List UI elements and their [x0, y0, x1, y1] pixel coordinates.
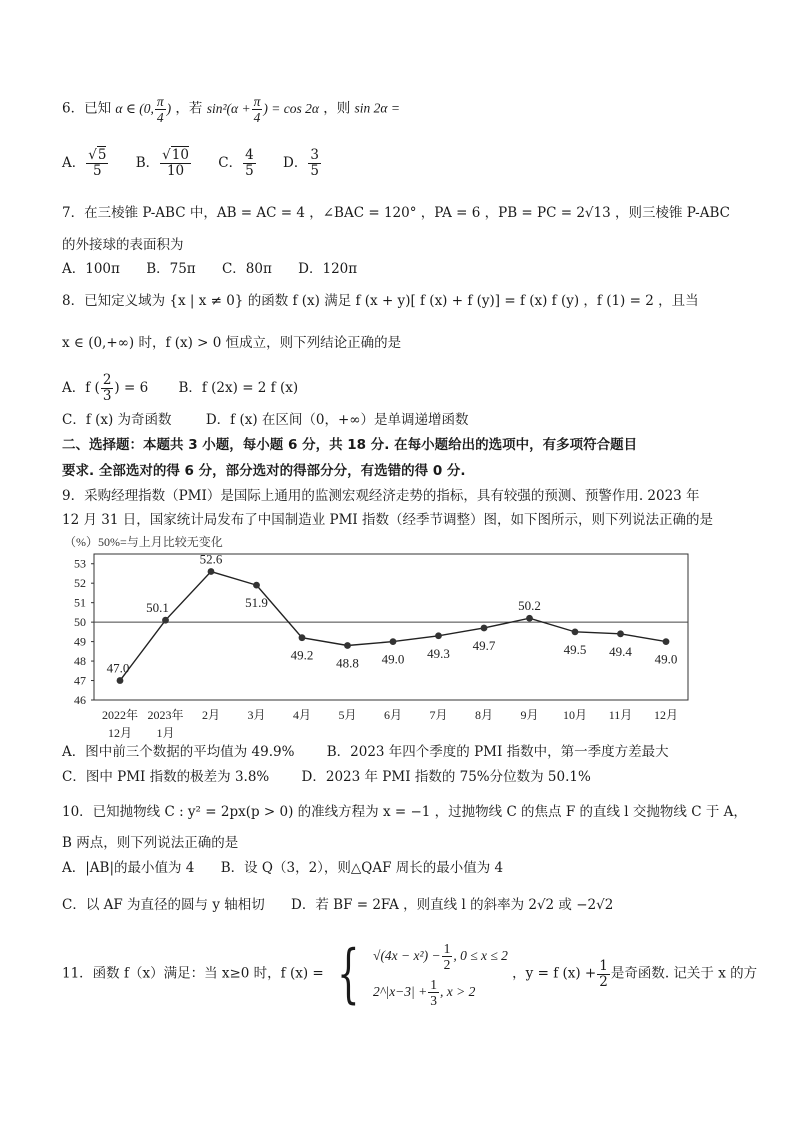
q11-case1: √(4x − x²) − $\frac{1}{2}$ , 0 ≤ x ≤ 2 — [373, 941, 508, 973]
q7-option-b: B．75π — [146, 261, 196, 277]
q8-option-b: B．f (2x) = 2 f (x) — [178, 380, 299, 396]
data-label: 49.5 — [563, 641, 587, 657]
q6-option-a: A． $\frac{√5}{5}$ — [62, 147, 107, 179]
q6-target: sin 2α = — [354, 100, 400, 116]
q10-options-cd — [62, 895, 613, 915]
q8-option-d: D．f (x) 在区间（0，+∞）是单调递增函数 — [205, 412, 469, 428]
q6-option-d: D． $\frac{3}{5}$ — [283, 147, 319, 179]
x-tick-label: 2022年 — [101, 708, 139, 722]
q8-option-a: A．f ( $\frac{2}{3}$ ) = 6 — [62, 372, 149, 404]
data-point — [390, 638, 397, 645]
y-tick-label: 46 — [74, 693, 86, 707]
y-tick-label: 48 — [74, 654, 86, 669]
data-label: 49.7 — [472, 637, 496, 653]
q10-option-b: B．设 Q（3，2），则△QAF 周长的最小值为 4 — [220, 860, 504, 876]
q6-stem: 6．已知 α ∈ (0, $\frac{\pi}{4}$ ) ，若 sin²(α + $\frac{\pi}{4}$ ) = cos 2α ，则 sin 2α = — [62, 94, 400, 125]
q11-piecewise — [373, 938, 508, 1010]
data-point — [299, 634, 306, 641]
x-tick-sublabel: 12月 — [107, 726, 133, 740]
q10-line1: 10．已知抛物线 C : y² = 2px(p > 0) 的准线方程为 x = −1 ，过抛物线 C 的焦点 F 的直线 l 交抛物线 C 于 A， — [62, 804, 747, 820]
brace-icon: { — [337, 937, 360, 1011]
q11-mid: ，y = f (x) + — [512, 965, 597, 982]
data-point — [481, 625, 488, 632]
data-point — [162, 617, 169, 624]
q9-line1: 9．采购经理指数（PMI）是国际上通用的监测宏观经济走势的指标，具有较强的预测、预警作用. 2023 年 — [62, 488, 700, 504]
q8-options-cd — [62, 410, 469, 430]
x-tick-label: 11月 — [608, 708, 633, 722]
q9-options-cd — [62, 767, 591, 787]
x-tick-label: 8月 — [474, 708, 494, 722]
chart-x-axis — [102, 707, 678, 740]
q8-line2: x ∈ (0,+∞) 时，f (x) > 0 恒成立，则下列结论正确的是 — [62, 335, 402, 351]
x-tick-label: 9月 — [520, 708, 539, 722]
q6-option-c: C． $\frac{4}{5}$ — [218, 147, 254, 179]
q7-line1: 7．在三棱锥 P-ABC 中，AB = AC = 4 ，∠BAC = 120° ，PA = 6 ，PB = PC = 2√13 ，则三棱锥 P-ABC — [62, 205, 730, 221]
data-label: 49.2 — [290, 647, 314, 663]
y-tick-label: 49 — [74, 634, 86, 649]
data-label: 49.4 — [609, 643, 632, 659]
q6-cond1: α ∈ (0, $\frac{\pi}{4}$ ) — [115, 94, 172, 125]
y-tick-label: 52 — [74, 576, 86, 591]
q8-option-c: C．f (x) 为奇函数 — [62, 412, 172, 428]
section2-heading-line2: 要求. 全部选对的得 6 分，部分选对的得部分分，有选错的得 0 分. — [62, 463, 466, 479]
q7-option-c: C．80π — [221, 261, 272, 277]
data-point — [663, 638, 670, 645]
chart-data-labels — [107, 552, 678, 676]
x-tick-label: 6月 — [383, 708, 403, 722]
x-tick-label: 3月 — [247, 708, 266, 722]
x-tick-label: 7月 — [429, 708, 448, 722]
x-tick-sublabel: 1月 — [156, 726, 175, 740]
data-point — [117, 677, 124, 684]
data-point — [526, 615, 533, 622]
data-label: 51.9 — [245, 595, 268, 611]
q8-line1: 8．已知定义域为 {x | x ≠ 0} 的函数 f (x) 满足 f (x + y)[ f (x) + f (y)] = f (x) f (y) ，f (1) = 2 ，且当 — [62, 293, 699, 309]
y-tick-label: 50 — [74, 615, 86, 630]
q6-options — [62, 148, 344, 179]
y-tick-label: 53 — [74, 556, 86, 571]
q8-options-ab — [62, 373, 298, 404]
x-tick-label: 10月 — [562, 708, 588, 722]
q10-line2: B 两点，则下列说法正确的是 — [62, 835, 239, 851]
data-point — [253, 582, 260, 589]
data-label: 52.6 — [199, 551, 223, 567]
q7-option-a: A．100π — [62, 261, 120, 277]
x-tick-label: 2月 — [201, 708, 221, 722]
data-label: 50.2 — [518, 598, 541, 614]
data-point — [617, 630, 624, 637]
q6-label: 6．已知 — [62, 100, 112, 117]
y-tick-label: 51 — [74, 595, 86, 610]
x-tick-label: 12月 — [653, 708, 679, 722]
q11-stem: 11．函数 f（x）满足：当 x≥0 时，f (x) = { √(4x − x²) − $\frac{1}{2}$ , 0 ≤ x ≤ 2 2^|x−3| + $\frac{1}{3}$ , x > 2 ，y = f (x) + $\frac{1}{2}$ 是奇函数. 记关于 x 的方 — [62, 937, 758, 1011]
data-point — [572, 628, 579, 635]
data-label: 49.0 — [381, 651, 405, 667]
data-label: 47.0 — [106, 660, 130, 676]
data-label: 49.0 — [654, 651, 678, 667]
q11-lead: 11．函数 f（x）满足：当 x≥0 时，f (x) = — [62, 965, 324, 982]
x-tick-label: 2023年 — [147, 708, 184, 722]
data-point — [435, 632, 442, 639]
data-label: 49.3 — [427, 645, 450, 661]
y-tick-label: 47 — [74, 673, 86, 688]
section2-heading-line1: 二、选择题：本题共 3 小题，每小题 6 分，共 18 分. 在每小题给出的选项中，有多项符合题目 — [62, 437, 638, 453]
q6-cond2: sin²(α + $\frac{\pi}{4}$ ) = cos 2α — [206, 94, 319, 125]
data-label: 48.8 — [336, 655, 359, 671]
chart-frame — [94, 551, 688, 700]
q9-option-b: B．2023 年四个季度的 PMI 指数中，第一季度方差最大 — [326, 744, 669, 760]
chart-y-axis — [74, 551, 688, 707]
q10-option-a: A．|AB|的最小值为 4 — [62, 860, 195, 876]
x-tick-label: 4月 — [292, 708, 312, 722]
q6-option-b: B． $\frac{√10}{10}$ — [135, 147, 189, 179]
q11-tail: 是奇函数. 记关于 x 的方 — [610, 965, 758, 982]
q10-option-d: D．若 BF = 2FA ，则直线 l 的斜率为 2√2 或 −2√2 — [291, 897, 614, 913]
q7-options — [62, 259, 379, 279]
pmi-line-chart — [60, 532, 700, 744]
chart-title: （%）50%=与上月比较无变化 — [64, 535, 223, 549]
q10-option-c: C．以 AF 为直径的圆与 y 轴相切 — [62, 897, 265, 913]
q9-line2: 12 月 31 日，国家统计局发布了中国制造业 PMI 指数（经季节调整）图，如下图所示，则下列说法正确的是 — [62, 512, 714, 528]
q9-option-a: A．图中前三个数据的平均值为 49.9% — [62, 744, 295, 760]
data-point — [344, 642, 351, 649]
q9-option-d: D．2023 年 PMI 指数的 75%分位数为 50.1% — [301, 769, 591, 785]
data-point — [208, 568, 215, 575]
data-label: 50.1 — [146, 600, 169, 616]
q7-option-d: D．120π — [298, 261, 358, 277]
q11-case2: 2^|x−3| + $\frac{1}{3}$ , x > 2 — [373, 977, 476, 1009]
q7-line2: 的外接球的表面积为 — [62, 237, 184, 253]
q9-option-c: C．图中 PMI 指数的极差为 3.8% — [62, 769, 270, 785]
q10-options-ab — [62, 858, 503, 878]
x-tick-label: 5月 — [338, 708, 357, 722]
q9-options-ab — [62, 742, 669, 762]
